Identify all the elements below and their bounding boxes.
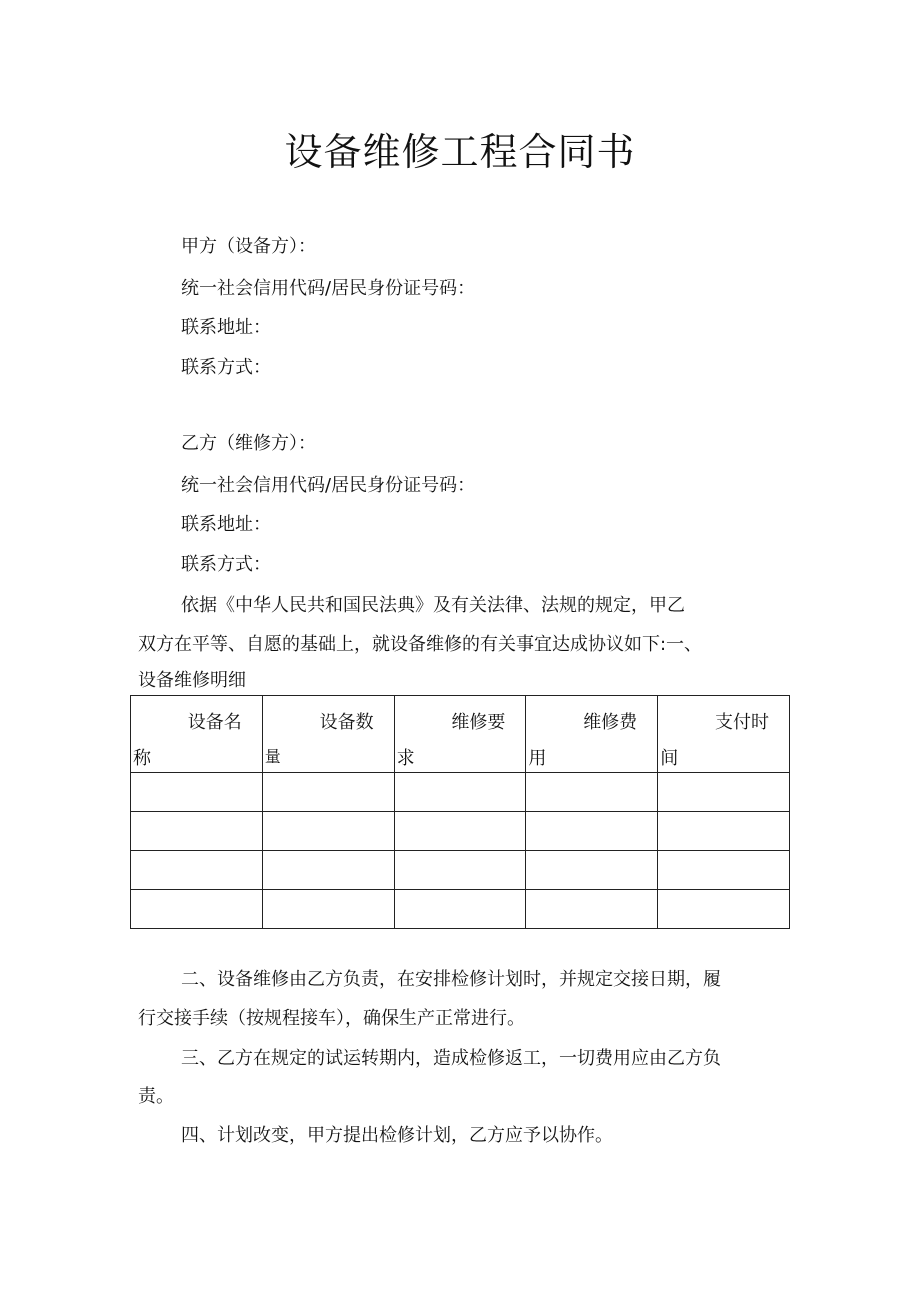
table-cell[interactable] bbox=[131, 851, 263, 890]
table-row bbox=[131, 890, 790, 929]
header-cell-repair-cost bbox=[526, 696, 658, 773]
clause-2-line-1: 二、设备维修由乙方负责，在安排检修计划时，并规定交接日期，履 bbox=[181, 969, 721, 990]
header-top-text: 设备名 bbox=[187, 712, 242, 733]
table-cell[interactable] bbox=[131, 890, 263, 929]
header-top-text: 维修要 bbox=[451, 712, 506, 733]
table-cell[interactable] bbox=[394, 890, 526, 929]
table-cell[interactable] bbox=[131, 773, 263, 812]
header-bottom-text: 称 bbox=[133, 748, 151, 769]
header-top-text: 支付时 bbox=[715, 712, 769, 733]
table-cell[interactable] bbox=[131, 812, 263, 851]
table-cell[interactable] bbox=[658, 851, 790, 890]
table-cell[interactable] bbox=[262, 812, 394, 851]
intro-line-1: 依据《中华人民共和国民法典》及有关法律、法规的规定，甲乙 bbox=[181, 595, 685, 616]
table-cell[interactable] bbox=[658, 773, 790, 812]
table-cell[interactable] bbox=[526, 890, 658, 929]
intro-line-2: 双方在平等、自愿的基础上，就设备维修的有关事宜达成协议如下:一、 bbox=[138, 634, 703, 655]
header-bottom-text: 量 bbox=[264, 747, 281, 766]
table-cell[interactable] bbox=[394, 851, 526, 890]
party-b-contact-label: 联系方式： bbox=[181, 554, 271, 575]
header-top-text: 设备数 bbox=[319, 712, 374, 733]
intro-line-3: 设备维修明细 bbox=[138, 670, 246, 691]
table-row bbox=[131, 812, 790, 851]
clause-4-line-1: 四、计划改变，甲方提出检修计划，乙方应予以协作。 bbox=[181, 1125, 613, 1146]
header-cell-equipment-name bbox=[131, 696, 263, 773]
table-cell[interactable] bbox=[262, 773, 394, 812]
table-cell[interactable] bbox=[658, 890, 790, 929]
party-a-address-label: 联系地址： bbox=[181, 317, 271, 338]
table-cell[interactable] bbox=[526, 773, 658, 812]
header-bottom-text: 用 bbox=[528, 748, 547, 769]
party-a-heading: 甲方（设备方）： bbox=[181, 236, 316, 257]
table-cell[interactable] bbox=[526, 812, 658, 851]
header-bottom-text: 求 bbox=[396, 748, 415, 769]
party-a-id-label: 统一社会信用代码/居民身份证号码： bbox=[181, 278, 476, 299]
table-cell[interactable] bbox=[262, 851, 394, 890]
document-title: 设备维修工程合同书 bbox=[284, 130, 636, 174]
maintenance-detail-table bbox=[130, 695, 790, 929]
party-b-address-label: 联系地址： bbox=[181, 514, 271, 535]
table-row bbox=[131, 773, 790, 812]
party-a-contact-label: 联系方式： bbox=[181, 357, 271, 378]
header-top-text: 维修费 bbox=[583, 712, 638, 733]
table-cell[interactable] bbox=[526, 851, 658, 890]
clause-3-line-2: 责。 bbox=[138, 1086, 174, 1107]
table-cell[interactable] bbox=[394, 773, 526, 812]
party-b-heading: 乙方（维修方）： bbox=[181, 433, 316, 454]
table-cell[interactable] bbox=[658, 812, 790, 851]
clause-3-line-1: 三、乙方在规定的试运转期内，造成检修返工，一切费用应由乙方负 bbox=[181, 1048, 721, 1069]
table-header-row bbox=[131, 696, 790, 773]
header-cell-equipment-quantity bbox=[262, 696, 394, 773]
header-bottom-text: 间 bbox=[660, 748, 679, 769]
table-cell[interactable] bbox=[262, 890, 394, 929]
table-row bbox=[131, 851, 790, 890]
party-b-id-label: 统一社会信用代码/居民身份证号码： bbox=[181, 475, 476, 496]
clause-2-line-2: 行交接手续（按规程接车），确保生产正常进行。 bbox=[138, 1008, 525, 1029]
table-cell[interactable] bbox=[394, 812, 526, 851]
header-cell-repair-requirement bbox=[394, 696, 526, 773]
header-cell-payment-time bbox=[658, 696, 790, 773]
